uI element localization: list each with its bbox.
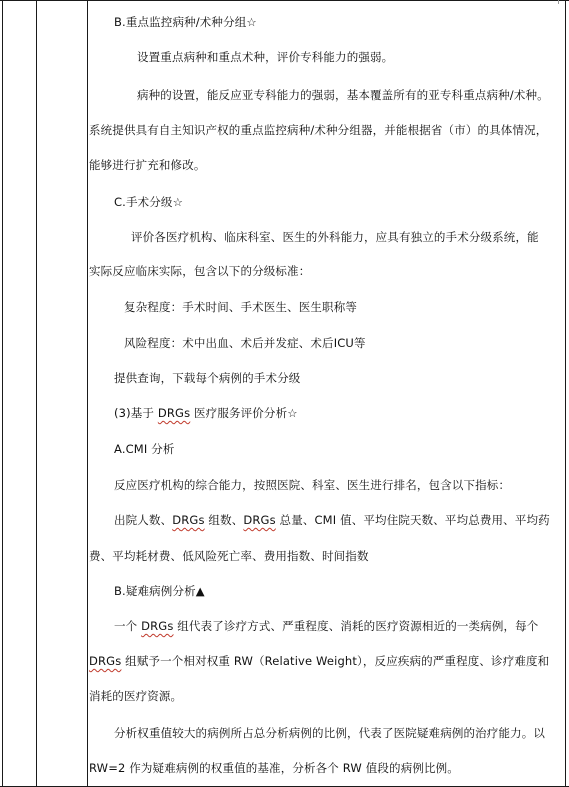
section-heading-c-surgery-grading: C.手术分级☆ <box>114 195 184 209</box>
paragraph-line: 消耗的医疗资源。 <box>89 689 183 703</box>
paragraph-line: RW=2 作为疑难病例的权重值的基准，分析各个 RW 值段的病例比例。 <box>89 761 459 775</box>
paragraph-line: DRGs 组赋予一个相对权重 RW（Relative Weight），反应疾病的严重程度、诊疗难度和 <box>89 654 550 668</box>
section-heading-drgs-analysis: (3)基于 DRGs 医疗服务评价分析☆ <box>114 406 298 420</box>
page-corner-mark <box>558 0 565 4</box>
paragraph-line: 复杂程度：手术时间、手术医生、医生职称等 <box>124 300 357 314</box>
table-border-right <box>565 0 566 787</box>
section-heading-b-difficult-cases: B.疑难病例分析▲ <box>114 584 205 598</box>
paragraph-line: 一个 DRGs 组代表了诊疗方式、严重程度、消耗的医疗资源相近的一类病例，每个 <box>114 619 539 633</box>
table-column-divider <box>87 0 88 787</box>
table-border-top <box>0 0 569 1</box>
paragraph-line: 费、平均耗材费、低风险死亡率、费用指数、时间指数 <box>89 549 369 563</box>
section-heading-a-cmi: A.CMI 分析 <box>114 442 175 456</box>
paragraph-line: 病种的设置，能反应亚专科能力的强弱，基本覆盖所有的亚专科重点病种/术种。 <box>137 88 549 102</box>
paragraph-line: 分析权重值较大的病例所占总分析病例的比例，代表了医院疑难病例的治疗能力。以 <box>114 726 546 740</box>
paragraph-line: 评价各医疗机构、临床科室、医生的外科能力，应具有独立的手术分级系统，能 <box>131 230 539 244</box>
table-column-divider <box>36 0 37 787</box>
paragraph-line: 反应医疗机构的综合能力，按照医院、科室、医生进行排名，包含以下指标： <box>114 478 511 492</box>
paragraph-line: 系统提供具有自主知识产权的重点监控病种/术种分组器，并能根据省（市）的具体情况， <box>89 123 548 137</box>
table-border-left <box>2 0 3 787</box>
paragraph-line: 出院人数、DRGs 组数、DRGs 总量、CMI 值、平均住院天数、平均总费用、平均药 <box>114 513 550 527</box>
paragraph-line: 提供查询，下载每个病例的手术分级 <box>114 371 301 385</box>
paragraph-line: 能够进行扩充和修改。 <box>89 158 206 172</box>
paragraph-line: 风险程度：术中出血、术后并发症、术后ICU等 <box>124 336 366 350</box>
paragraph-line: 设置重点病种和重点术种，评价专科能力的强弱。 <box>137 50 394 64</box>
paragraph-line: 实际反应临床实际，包含以下的分级标准： <box>89 264 311 278</box>
section-heading-b-monitoring: B.重点监控病种/术种分组☆ <box>114 15 257 29</box>
